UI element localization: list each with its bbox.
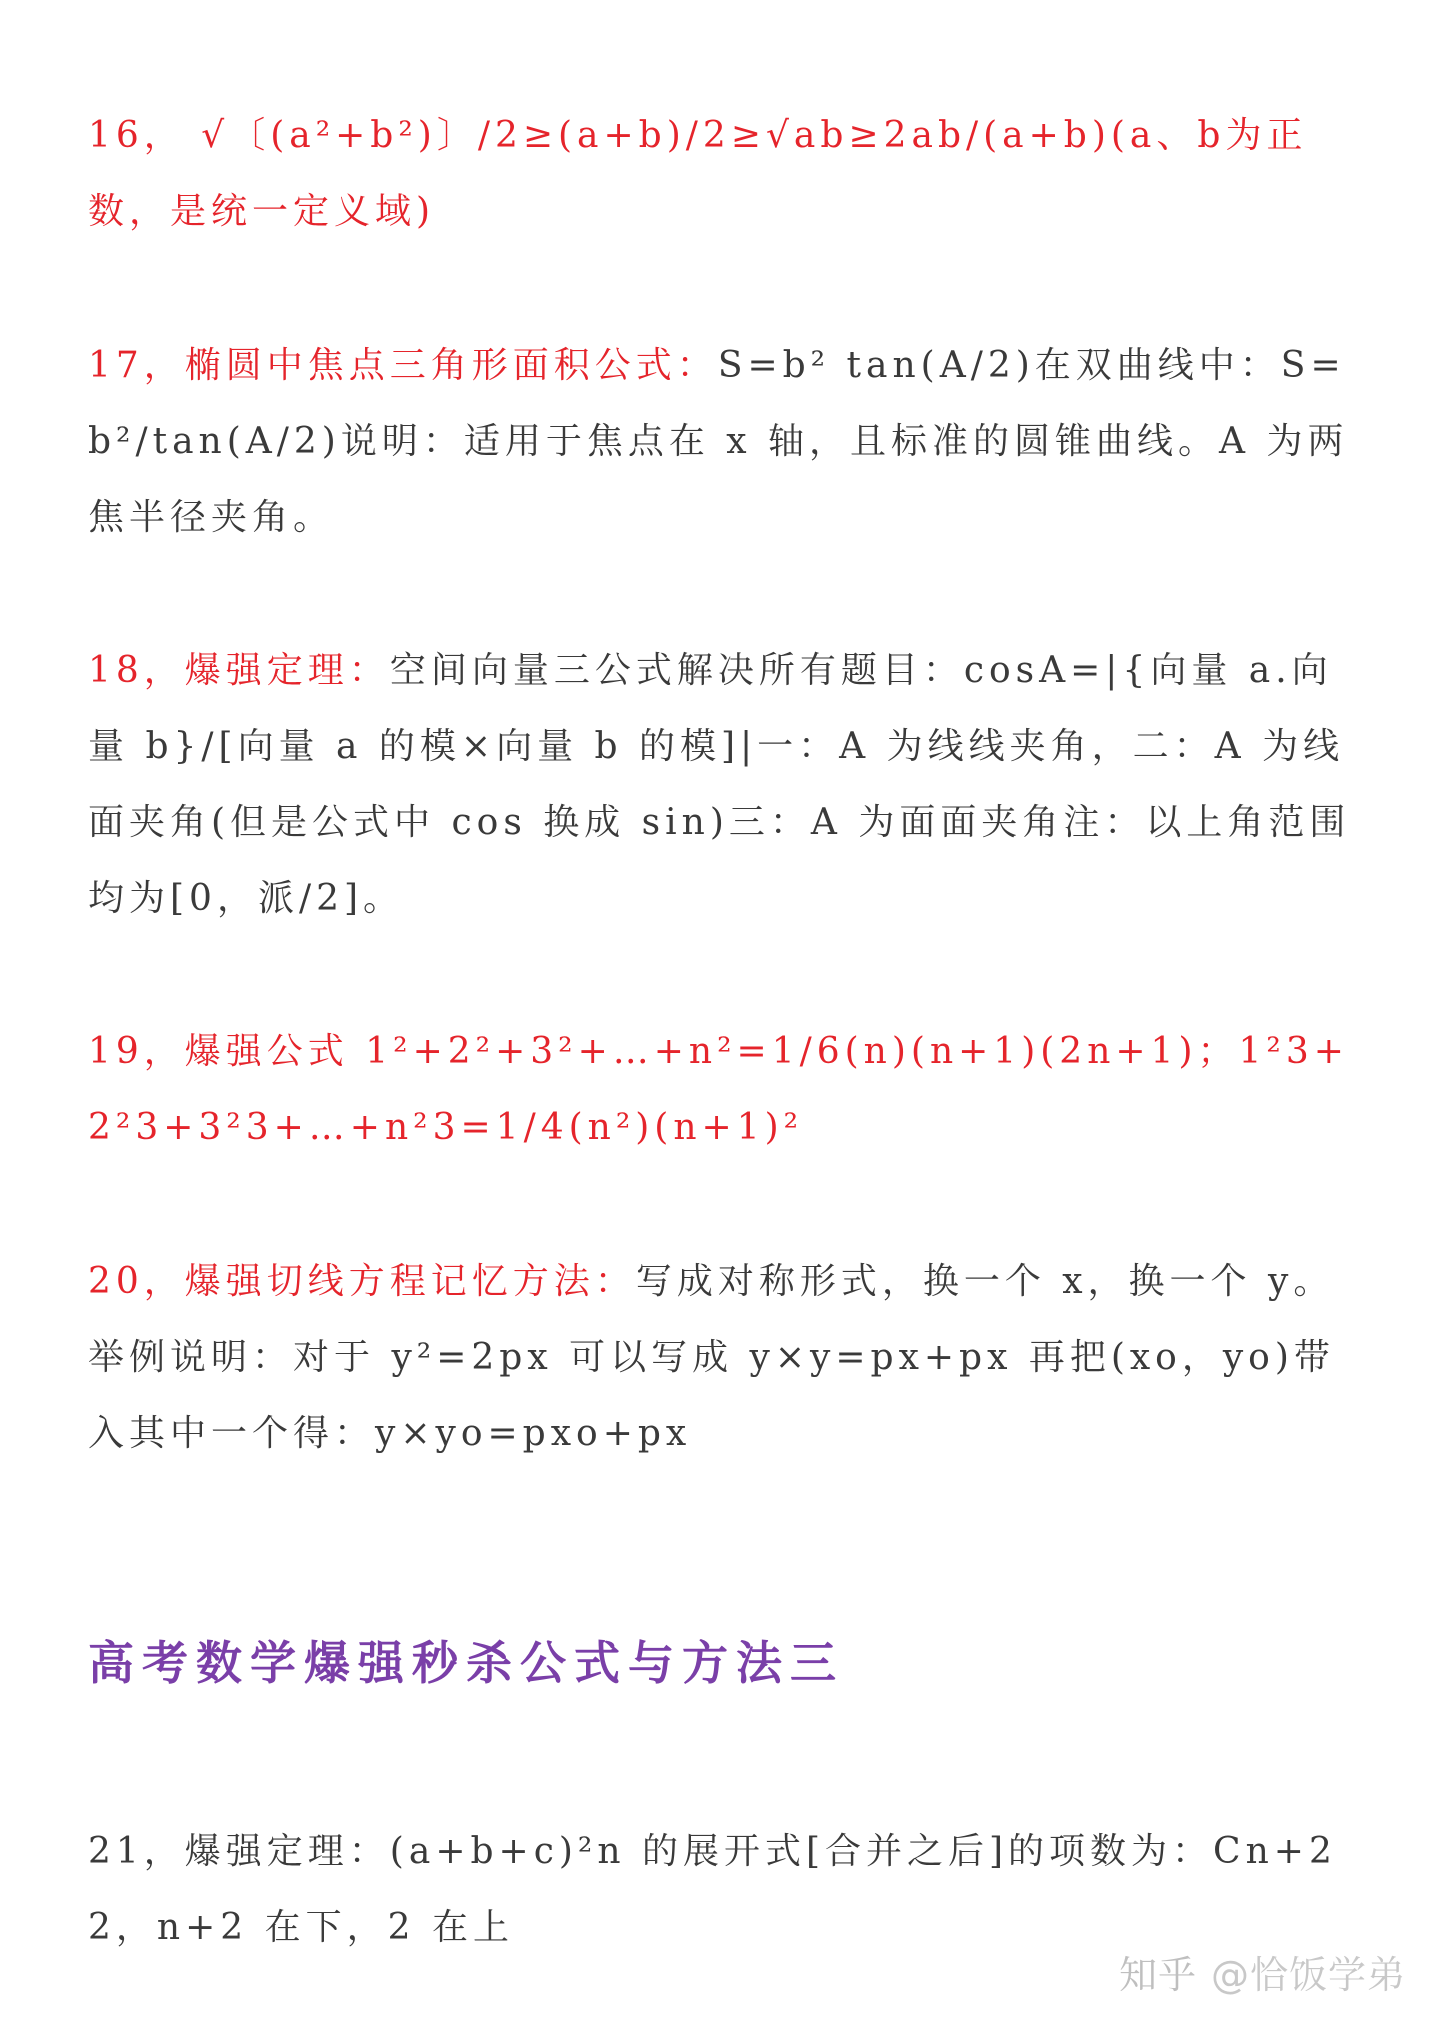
formula-21-text: 21，爆强定理：(a+b+c)²n 的展开式[合并之后]的项数为：Cn+22，n+2 在下，2 在上: [88, 1831, 1337, 1948]
formula-17-heading: 17，椭圆中焦点三角形面积公式：: [88, 345, 718, 386]
formula-19-text: 19，爆强公式 1²+2²+3²+…+n²=1/6(n)(n+1)(2n+1)；1²3+2²3+3²3+…+n²3=1/4(n²)(n+1)²: [88, 1031, 1349, 1148]
formula-item-20: [88, 1244, 1358, 1472]
formula-18-body: 空间向量三公式解决所有题目：cosA=|{向量 a.向量 b}/[向量 a 的模×向量 b 的模]|一：A 为线线夹角，二：A 为线面夹角(但是公式中 cos 换成 sin)三：A 为面面夹角注：以上角范围均为[0，派/2]。: [88, 650, 1351, 919]
formula-20-heading: 20，爆强切线方程记忆方法：: [88, 1261, 636, 1302]
formula-20-body: 写成对称形式，换一个 x，换一个 y。举例说明：对于 y²=2px 可以写成 y×y=px+px 再把(xo，yo)带入其中一个得：y×yo=pxo+px: [88, 1261, 1335, 1454]
watermark-handle: @恰饭学弟: [1210, 1953, 1406, 1997]
watermark: [1119, 1944, 1406, 1999]
formula-item-18: [88, 633, 1358, 937]
formula-17-body: S=b² tan(A/2)在双曲线中：S=b²/tan(A/2)说明：适用于焦点在 x 轴，且标准的圆锥曲线。A 为两焦半径夹角。: [88, 345, 1349, 538]
formula-item-17: [88, 328, 1358, 556]
formula-18-heading: 18，爆强定理：: [88, 650, 390, 691]
formula-item-16: [88, 98, 1358, 250]
formula-16-text: 16， √〔(a²+b²)〕/2≥(a+b)/2≥√ab≥2ab/(a+b)(a、b为正数，是统一定义域): [88, 115, 1308, 232]
watermark-platform: 知乎: [1118, 1953, 1197, 1997]
formula-item-19: [88, 1014, 1358, 1166]
section-heading: 高考数学爆强秒杀公式与方法三: [88, 1636, 844, 1690]
